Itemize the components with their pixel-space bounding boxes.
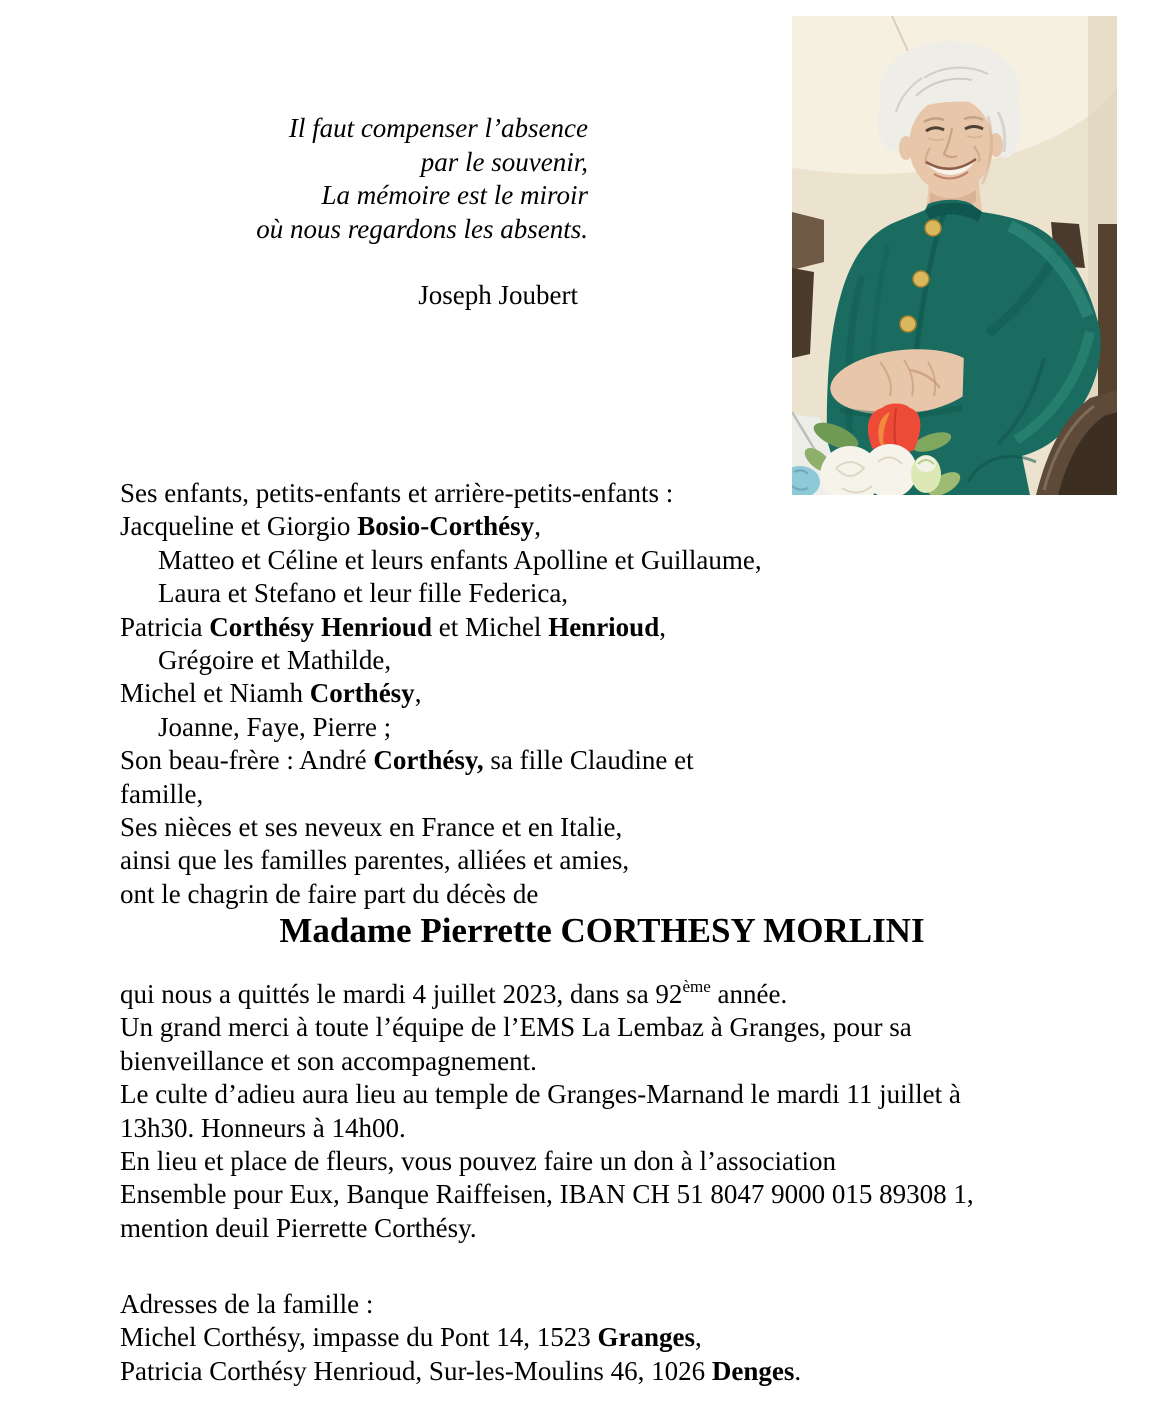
text-line: Ensemble pour Eux, Banque Raiffeisen, IBAN CH 51 8047 9000 015 89308 1,	[120, 1179, 974, 1210]
text-line: où nous regardons les absents.	[256, 213, 588, 244]
text-line: bienveillance et son accompagnement.	[120, 1045, 537, 1076]
text-line: Michel Corthésy, impasse du Pont 14, 1523 Granges,	[120, 1322, 702, 1353]
text-line: ainsi que les familles parentes, alliées et amies,	[120, 845, 630, 876]
text-line: Grégoire et Mathilde,	[158, 645, 392, 676]
text-line: Ses nièces et ses neveux en France et en Italie,	[120, 812, 623, 843]
portrait-photo-illustration	[792, 16, 1117, 495]
text-line: Le culte d’adieu aura lieu au temple de Granges-Marnand le mardi 11 juillet à	[120, 1079, 961, 1110]
text-line: Adresses de la famille :	[120, 1289, 374, 1319]
text-line: Laura et Stefano et leur fille Federica,	[158, 578, 569, 609]
text-line: La mémoire est le miroir	[321, 180, 588, 210]
text-line: Son beau-frère : André Corthésy, sa fille Claudine et famille,	[120, 745, 701, 809]
text-line: mention deuil Pierrette Corthésy.	[120, 1212, 477, 1243]
text-line: qui nous a quittés le mardi 4 juillet 2023, dans sa 92ème année.	[120, 977, 788, 1009]
text-line: ont le chagrin de faire part du décès de	[120, 878, 539, 909]
text-line: par le souvenir,	[420, 146, 588, 177]
text-line: Patricia Corthésy Henrioud, Sur-les-Moulins 46, 1026 Denges.	[120, 1355, 802, 1386]
deceased-name-title: Madame Pierrette CORTHESY MORLINI	[279, 911, 925, 950]
portrait-photo	[792, 16, 1117, 495]
text-line: En lieu et place de fleurs, vous pouvez faire un don à l’association	[120, 1146, 837, 1177]
family-addresses	[120, 1288, 1020, 1388]
text-line: Jacqueline et Giorgio Bosio-Corthésy,	[120, 511, 541, 542]
text-line: Matteo et Céline et leurs enfants Apolline et Guillaume,	[158, 544, 762, 575]
quote-lines	[180, 112, 588, 246]
quote-author: Joseph Joubert	[418, 280, 578, 310]
text-line: Joanne, Faye, Pierre ;	[158, 711, 392, 742]
text-line: Patricia Corthésy Henrioud et Michel Henrioud,	[120, 611, 666, 642]
family-list	[120, 477, 780, 911]
announcement-details	[120, 978, 1060, 1245]
memorial-quote	[180, 112, 588, 313]
text-line: 13h30. Honneurs à 14h00.	[120, 1112, 406, 1143]
text-line: Il faut compenser l’absence	[288, 113, 588, 143]
text-line: Ses enfants, petits-enfants et arrière-petits-enfants :	[120, 478, 674, 508]
text-line: Un grand merci à toute l’équipe de l’EMS La Lembaz à Granges, pour sa	[120, 1012, 912, 1043]
text-line: Michel et Niamh Corthésy,	[120, 678, 422, 709]
